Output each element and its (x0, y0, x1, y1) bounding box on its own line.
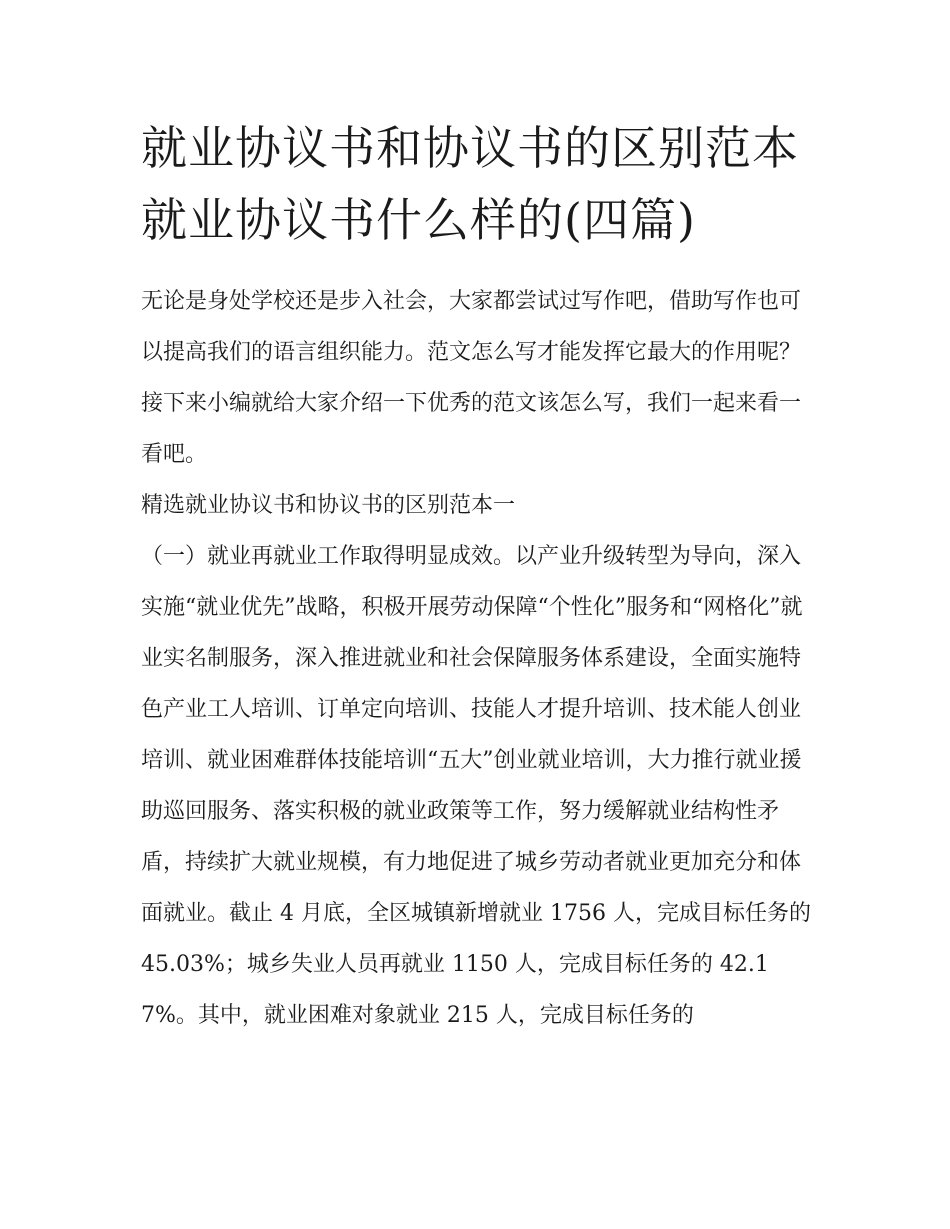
document-page (141, 112, 813, 1041)
document-title: 就业协议书和协议书的区别范本 就业协议书什么样的(四篇) (141, 121, 799, 247)
body-paragraph: （一）就业再就业工作取得明显成效。以产业升级转型为导向，深入实施“就业优先”战略，积极开展劳动保障“个性化”服务和“网格化”就业实名制服务，深入推进就业和社会保障服务体系建设，全面实施特色产业工人培训、订单定向培训、技能人才提升培训、技术能人创业培训、就业困难群体技能培训“五大”创业就业培训，大力推行就业援助巡回服务、落实积极的就业政策等工作，努力缓解就业结构性矛盾，持续扩大就业规模，有力地促进了城乡劳动者就业更加充分和体面就业。截止 4 月底，全区城镇新增就业 1756 人，完成目标任务的 45.03%；城乡失业人员再就业 1150 人，完成目标任务的 42.17%。其中，就业困难对象就业 215 人，完成目标任务的 (141, 544, 811, 1028)
section-heading: 精选就业协议书和协议书的区别范本一 (141, 493, 516, 518)
intro-paragraph: 无论是身处学校还是步入社会，大家都尝试过写作吧，借助写作也可以提高我们的语言组织能力。范文怎么写才能发挥它最大的作用呢？接下来小编就给大家介绍一下优秀的范文该怎么写，我们一起来看一看吧。 (141, 289, 802, 467)
